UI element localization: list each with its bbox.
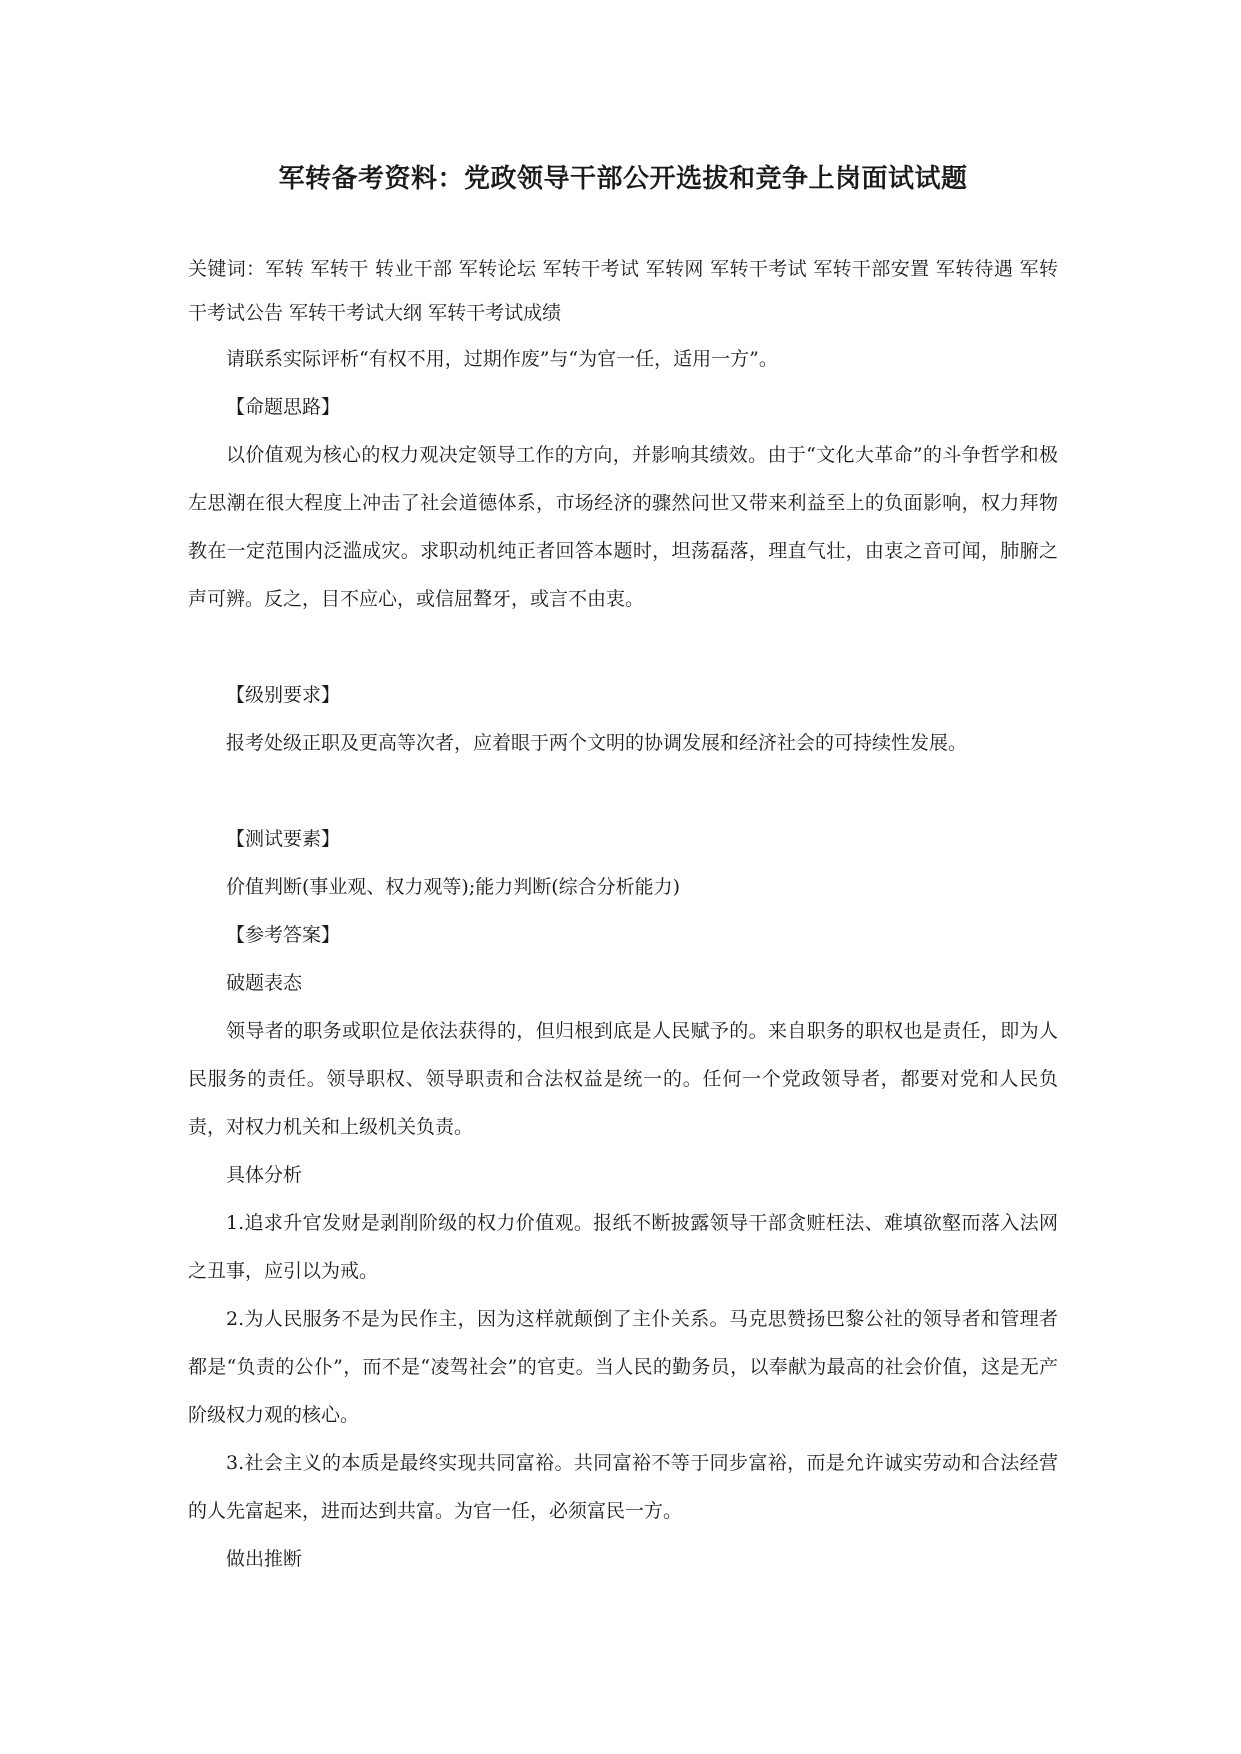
document-page [188,158,1058,1583]
spacer [188,767,1058,815]
paragraph-mingti: 以价值观为核心的权力观决定领导工作的方向，并影响其绩效。由于“文化大革命”的斗争哲学和极左思潮在很大程度上冲击了社会道德体系，市场经济的骤然问世又带来利益至上的负面影响，权力拜物教在一定范围内泛滥成灾。求职动机纯正者回答本题时，坦荡磊落，理直气壮，由衷之音可闻，肺腑之声可辨。反之，目不应心，或信屈聱牙，或言不由衷。 [188,444,1058,610]
section-heading-ceshi: 【测试要素】 [226,828,341,850]
document-title: 军转备考资料：党政领导干部公开选拔和竞争上岗面试试题 [278,164,968,194]
paragraph-poti: 领导者的职务或职位是依法获得的，但归根到底是人民赋予的。来自职务的职权也是责任，即为人民服务的责任。领导职权、领导职责和合法权益是统一的。任何一个党政领导者，都要对党和人民负责，对权力机关和上级机关负责。 [188,1020,1058,1138]
section-heading-mingti: 【命题思路】 [226,396,341,418]
subheading-poti: 破题表态 [226,972,303,994]
section-heading-cankao: 【参考答案】 [226,924,341,946]
paragraph-ceshi: 价值判断(事业观、权力观等);能力判断(综合分析能力) [226,876,681,898]
section-heading-jibie: 【级别要求】 [226,684,341,706]
paragraph-item-3: 3.社会主义的本质是最终实现共同富裕。共同富裕不等于同步富裕，而是允许诚实劳动和合法经营的人先富起来，进而达到共富。为官一任，必须富民一方。 [188,1452,1058,1522]
subheading-juti: 具体分析 [226,1164,303,1186]
question-paragraph: 请联系实际评析“有权不用，过期作废”与“为官一任，适用一方”。 [226,348,778,370]
paragraph-item-1: 1.追求升官发财是剥削阶级的权力价值观。报纸不断披露领导干部贪赃枉法、难填欲壑而落入法网之丑事，应引以为戒。 [188,1212,1058,1282]
keywords-line: 关键词：军转 军转干 转业干部 军转论坛 军转干考试 军转网 军转干考试 军转干部安置 军转待遇 军转干考试公告 军转干考试大纲 军转干考试成绩 [188,258,1058,324]
paragraph-item-2: 2.为人民服务不是为民作主，因为这样就颠倒了主仆关系。马克思赞扬巴黎公社的领导者和管理者都是“负责的公仆”，而不是“凌驾社会”的官吏。当人民的勤务员，以奉献为最高的社会价值，这是无产阶级权力观的核心。 [188,1308,1058,1426]
paragraph-jibie: 报考处级正职及更高等次者，应着眼于两个文明的协调发展和经济社会的可持续性发展。 [226,732,968,754]
spacer [188,623,1058,671]
subheading-zuochu: 做出推断 [226,1548,303,1570]
